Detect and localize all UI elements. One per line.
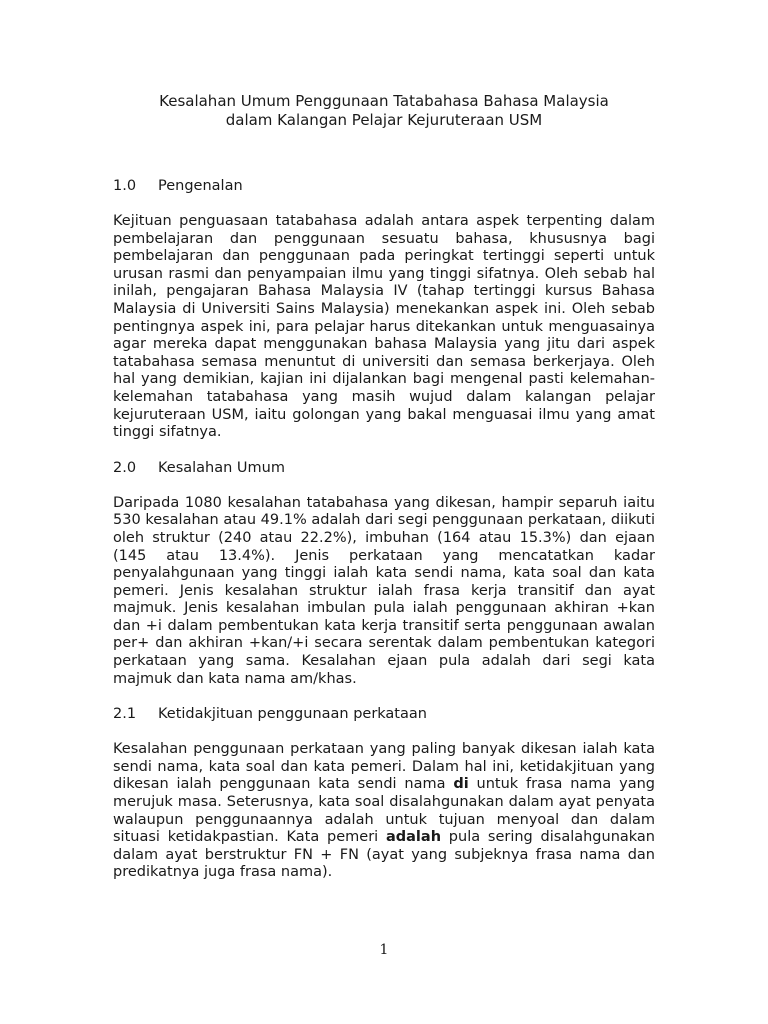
section-heading-pengenalan [113, 177, 655, 195]
section-title: Kesalahan Umum [158, 459, 285, 476]
title-line-2: dalam Kalangan Pelajar Kejuruteraan USM [225, 111, 543, 129]
document-title [113, 92, 655, 130]
section-number: 2.0 [113, 459, 137, 476]
paragraph-pengenalan: Kejituan penguasaan tatabahasa adalah antara aspek terpenting dalam pembelajaran dan penggunaan sesuatu bahasa, khususnya bagi pembelajaran dan penggunaan pada peringkat tertinggi seperti untuk urusan rasmi dan penyampaian ilmu yang tinggi sifatnya. Oleh sebab hal inilah, pengajaran Bahasa Malaysia IV (tahap tertinggi kursus Bahasa Malaysia di Universiti Sains Malaysia) menekankan aspek ini. Oleh sebab pentingnya aspek ini, para pelajar harus ditekankan untuk menguasainya agar mereka dapat menggunakan bahasa Malaysia yang jitu dari aspek tatabahasa semasa menuntut di universiti dan semasa berkerjaya. Oleh hal yang demikian, kajian ini dijalankan bagi mengenal pasti kelemahan-kelemahan tatabahasa yang masih wujud dalam kalangan pelajar kejuruteraan USM, iaitu golongan yang bakal menguasai ilmu yang amat tinggi sifatnya. [113, 213, 655, 441]
page-number: 1 [379, 942, 389, 958]
section-title: Ketidakjituan penggunaan perkataan [158, 706, 427, 723]
section-title: Pengenalan [158, 178, 243, 194]
paragraph-text-part: Kesalahan penggunaan perkataan yang paling banyak dikesan ialah kata sendi nama, kata soal dan kata pemeri. Dalam hal ini, ketidakjituan yang dikesan ialah penggunaan kata sendi nama [113, 741, 655, 793]
section-number: 1.0 [113, 178, 137, 194]
paragraph-kesalahan-umum: Daripada 1080 kesalahan tatabahasa yang dikesan, hampir separuh iaitu 530 kesalahan atau 49.1% adalah dari segi penggunaan perkataan, diikuti oleh struktur (240 atau 22.2%), imbuhan (164 atau 15.3%) dan ejaan (145 atau 13.4%). Jenis perkataan yang mencatatkan kadar penyalahgunaan yang tinggi ialah kata sendi nama, kata soal dan kata pemeri. Jenis kesalahan struktur ialah frasa kerja transitif dan ayat majmuk. Jenis kesalahan imbulan pula ialah penggunaan akhiran +kan dan +i dalam pembentukan kata kerja transitif serta penggunaan awalan per+ dan akhiran +kan/+i secara serentak dalam pembentukan kategori perkataan yang sama. Kesalahan ejaan pula adalah dari segi kata majmuk dan kata nama am/khas. [113, 494, 655, 687]
title-line-1: Kesalahan Umum Penggunaan Tatabahasa Bahasa Malaysia [159, 92, 609, 110]
paragraph-text-part: pula sering disalahgunakan dalam ayat berstruktur FN + FN (ayat yang subjeknya frasa nama dan predikatnya juga frasa nama). [113, 829, 655, 881]
bold-term-di: di [453, 776, 469, 793]
document-page [113, 92, 655, 882]
section-heading-ketidakjituan [113, 705, 655, 723]
bold-term-adalah: adalah [385, 829, 442, 846]
paragraph-ketidakjituan [113, 741, 655, 882]
section-number: 2.1 [113, 706, 137, 723]
paragraph-text-part: untuk frasa nama yang merujuk masa. Seterusnya, kata soal disalahgunakan dalam ayat penyata walaupun penggunaannya adalah untuk tujuan menyoal dan dalam situasi ketidakpastian. Kata pemeri [113, 776, 656, 846]
section-heading-kesalahan-umum [113, 459, 655, 477]
